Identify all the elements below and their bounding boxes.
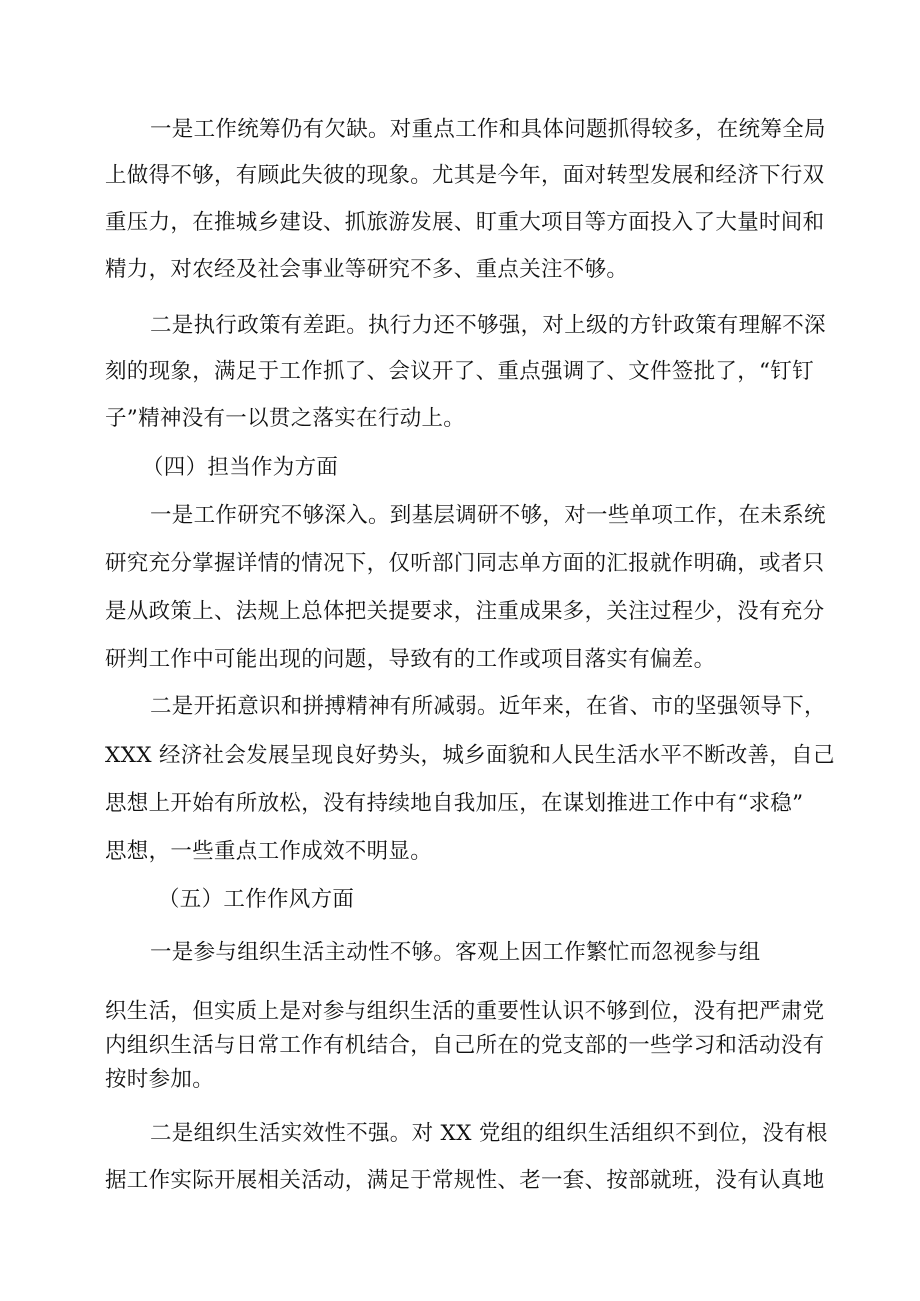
text-line-22: 二是组织生活实效性不强。对 XX 党组的组织生活组织不到位，没有根: [150, 1121, 828, 1146]
text-line-15: 思想上开始有所放松，没有持续地自我加压，在谋划推进工作中有“求稳”: [105, 791, 804, 816]
text-line-3: 重压力，在推城乡建设、抓旅游发展、盯重大项目等方面投入了大量时间和: [105, 210, 825, 235]
text-line-6: 刻的现象，满足于工作抓了、会议开了、重点强调了、文件签批了，“钉钉: [105, 359, 814, 384]
text-line-5: 二是执行政策有差距。执行力还不够强，对上级的方针政策有理解不深: [150, 313, 826, 338]
text-line-20: 内组织生活与日常工作有机结合，自己所在的党支部的一些学习和活动没有: [105, 1033, 825, 1058]
section-heading-4: （四）担当作为方面: [142, 455, 339, 480]
text-line-7: 子”精神没有一以贯之落实在行动上。: [105, 406, 466, 431]
text-line-18: 一是参与组织生活主动性不够。客观上因工作繁忙而忽视参与组: [150, 940, 761, 965]
text-line-16: 思想，一些重点工作成效不明显。: [105, 839, 433, 864]
text-line-1: 一是工作统筹仍有欠缺。对重点工作和具体问题抓得较多，在统筹全局: [150, 117, 826, 142]
text-line-2: 上做得不够，有顾此失彼的现象。尤其是今年，面对转型发展和经济下行双: [105, 163, 825, 188]
text-line-4: 精力，对农经及社会事业等研究不多、重点关注不够。: [105, 257, 629, 282]
text-line-13: 二是开拓意识和拼搏精神有所减弱。近年来，在省、市的坚强领导下，: [150, 694, 826, 719]
text-line-12: 研判工作中可能出现的问题，导致有的工作或项目落实有偏差。: [105, 647, 716, 672]
text-line-14: XXX 经济社会发展呈现良好势头，城乡面貌和人民生活水平不断改善，自己: [105, 743, 835, 768]
text-line-11: 是从政策上、法规上总体把关提要求，注重成果多，关注过程少，没有充分: [105, 599, 825, 624]
text-line-23: 据工作实际开展相关活动，满足于常规性、老一套、按部就班，没有认真地: [105, 1168, 825, 1193]
section-heading-5: （五）工作作风方面: [158, 887, 355, 912]
text-line-9: 一是工作研究不够深入。到基层调研不够，对一些单项工作，在未系统: [150, 503, 826, 528]
text-line-10: 研究充分掌握详情的情况下，仅听部门同志单方面的汇报就作明确，或者只: [105, 551, 825, 576]
text-line-21: 按时参加。: [105, 1067, 215, 1092]
text-line-19: 织生活，但实质上是对参与组织生活的重要性认识不够到位，没有把严肃党: [105, 999, 825, 1024]
